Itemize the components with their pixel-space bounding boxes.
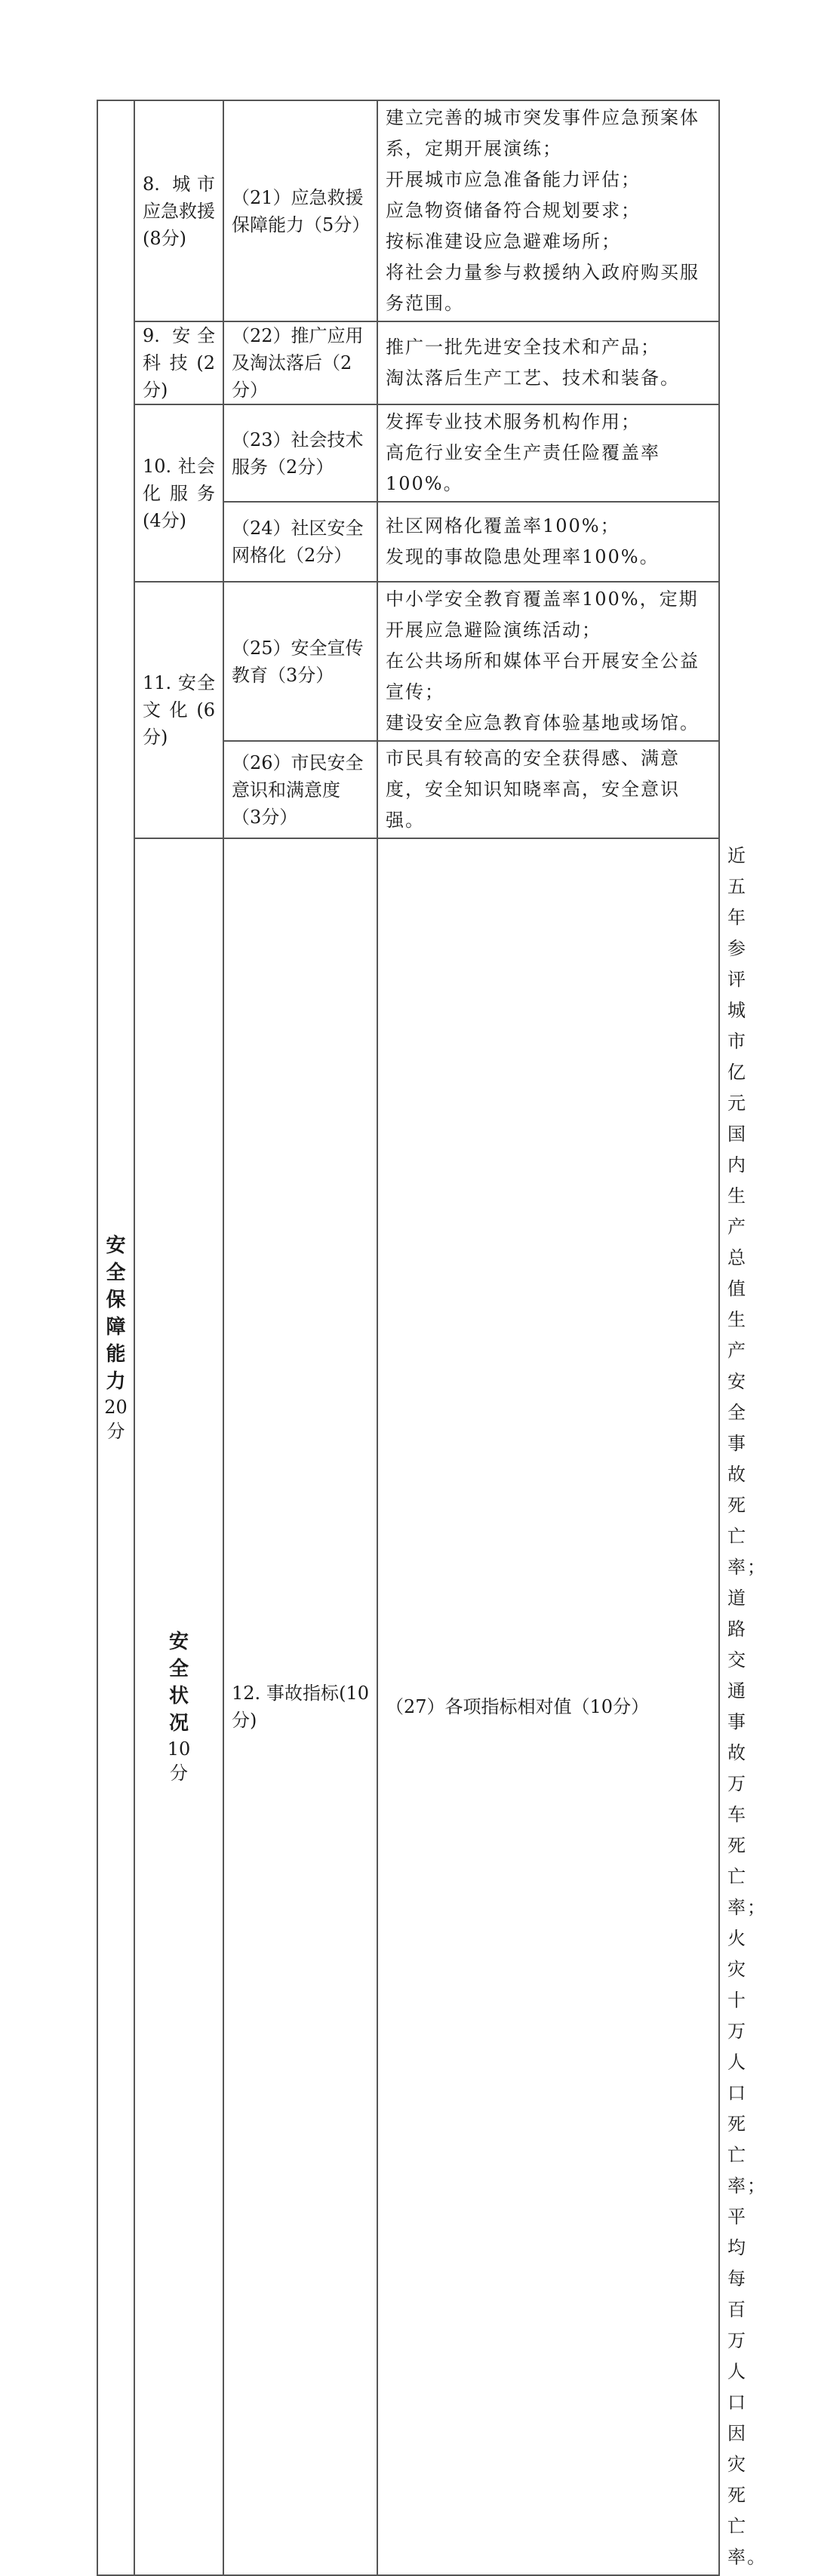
indicator-cell — [223, 582, 377, 741]
indicator-cell — [377, 838, 719, 2575]
requirement-cell — [377, 502, 719, 582]
indicator-cell — [223, 321, 377, 404]
requirement-line: 建设安全应急教育体验基地或场馆。 — [386, 712, 700, 733]
category-cell — [134, 838, 223, 2575]
requirement-line: 发现的事故隐患处理率100%。 — [386, 546, 660, 567]
requirement-line: 将社会力量参与救援纳入政府购买服务范围。 — [386, 262, 700, 314]
requirement-cell — [377, 321, 719, 404]
indicator-label: （25）安全宣传教育（3分） — [232, 637, 364, 686]
indicator-label: （27）各项指标相对值（10分） — [386, 1696, 650, 1717]
requirement-line: 开展城市应急准备能力评估； — [386, 169, 641, 190]
requirement-cell — [377, 100, 719, 321]
indicator-label: （22）推广应用及淘汰落后（2分） — [232, 325, 364, 401]
requirement-line: 社区网格化覆盖率100%； — [386, 515, 620, 536]
indicator-cell — [223, 404, 377, 502]
requirement-line: 建立完善的城市突发事件应急预案体系，定期开展演练； — [386, 107, 700, 159]
category-name: 安 全 保 障 能 力 — [106, 1234, 126, 1393]
indicator-cell — [223, 502, 377, 582]
indicator-cell — [223, 100, 377, 321]
requirement-line: 在公共场所和媒体平台开展安全公益宣传； — [386, 650, 700, 702]
table-row — [97, 404, 719, 502]
indicator-label: （21）应急救援保障能力（5分） — [232, 186, 371, 235]
item-cell: 9. 安全科技(2分) — [134, 321, 223, 404]
indicator-cell — [223, 741, 377, 838]
requirement-cell — [377, 404, 719, 502]
category-name: 安 全 状 况 — [168, 1631, 189, 1735]
table-row: 安 全 状 况 10 分 12. 事故指标(10分) （27）各项指标相对值（10分） 近五年参评城市亿元国内生产总值生产安全事故死亡率； 道路交通事故万车死亡率； 火灾十万人口死亡率； 平均每百万人口因灾死亡率。 — [97, 838, 719, 2575]
requirement-line: 中小学安全教育覆盖率100%，定期开展应急避险演练活动； — [386, 589, 699, 641]
category-score: 10 分 — [167, 1738, 191, 1784]
item-cell: 10. 社会化服务(4分) — [134, 404, 223, 582]
requirement-cell — [377, 741, 719, 838]
requirement-line: 淘汰落后生产工艺、技术和装备。 — [386, 367, 680, 389]
table-row — [97, 100, 719, 321]
item-cell: 12. 事故指标(10分) — [223, 838, 377, 2575]
requirement-line: 高危行业安全生产责任险覆盖率100%。 — [386, 442, 660, 494]
requirement-line: 发挥专业技术服务机构作用； — [386, 411, 641, 432]
requirement-line: 市民具有较高的安全获得感、满意度，安全知识知晓率高，安全意识强。 — [386, 748, 680, 831]
indicator-label: （23）社会技术服务（2分） — [232, 429, 364, 478]
requirement-cell — [377, 582, 719, 741]
category-cell — [97, 100, 134, 2575]
item-cell: 8. 城市应急救援(8分) — [134, 100, 223, 321]
table-row — [97, 582, 719, 741]
item-cell: 11. 安全文化(6分) — [134, 582, 223, 838]
requirement-line: 推广一批先进安全技术和产品； — [386, 337, 660, 358]
requirement-line: 应急物资储备符合规划要求； — [386, 200, 641, 221]
requirement-line: 按标准建设应急避难场所； — [386, 231, 621, 252]
score-table — [97, 100, 767, 2576]
indicator-label: （26）市民安全意识和满意度（3分） — [232, 752, 364, 828]
table-row — [97, 321, 719, 404]
category-score: 20 分 — [104, 1397, 128, 1442]
indicator-label: （24）社区安全网格化（2分） — [232, 518, 364, 566]
